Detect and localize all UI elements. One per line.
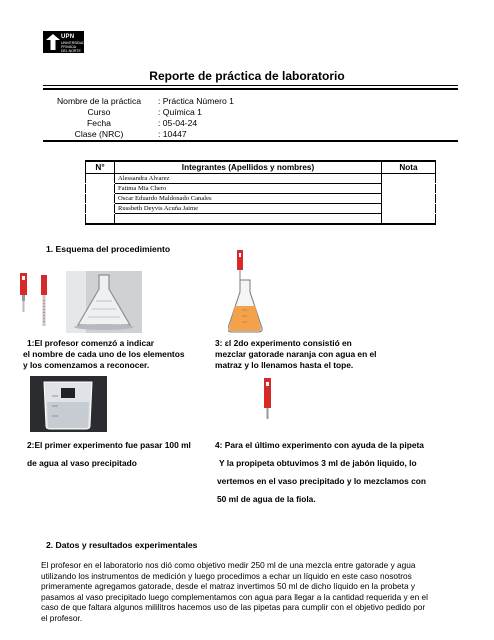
paragraph-line: primeramente agregamos gatorade, desde el matraz invertimos 50 ml de dicho líquido en la probeta y [41,581,416,591]
paragraph-line: el profesor. [41,612,83,623]
report-title: Reporte de práctica de laboratorio [149,69,345,83]
paragraph-line: El profesor en el laboratorio nos dió como objetivo medir 250 ml de una mezcla entre gatorade y agua [41,560,416,570]
caption-step-2 [27,440,191,469]
divider [43,85,458,86]
info-value: : Química 1 [158,107,202,117]
cell-member: Alessandra Alvarez [115,174,382,184]
paragraph-line: caso de que faltara algunos mililitros hacemos uso de las pipetas para cumplir con el objetivo pedido por [41,602,426,612]
cell-grade [382,194,436,204]
caption-line: 50 ml de agua de la fiola. [217,494,316,504]
glass-flask-photo [66,271,142,333]
caption-step-4 [215,440,426,505]
cell-member: Fatima Mia Chero [115,184,382,194]
table-row [86,214,436,225]
upn-logo [43,31,84,53]
divider [43,88,458,90]
cell-number [86,184,115,194]
table-row [86,204,436,214]
cell-member: Oscar Eduardo Maldonado Canales [115,194,382,204]
caption-line: mezclar gatorade naranja con agua en el [215,349,377,359]
caption-step-3 [215,338,377,371]
logo-brand: UPN [61,34,75,40]
pipette-icon [14,270,62,330]
cell-member: Russbeth Deyvis Acuña Jaime [115,204,382,214]
table-header-row [86,161,436,174]
members-table [85,160,436,225]
beaker-icon [30,376,107,432]
paragraph-line: pasamos al vaso precipitado luego complementamos con agua para llegar a la cantidad requerida y en el [41,591,428,602]
col-header-grade: Nota [382,161,436,174]
table-row [86,194,436,204]
logo-tagline: UNIVERSIDAD PRIVADA DEL NORTE [61,41,85,53]
table-row [86,174,436,184]
caption-line: 4: Para el último experimento con ayuda de la pipeta [215,440,424,450]
col-header-number: N° [86,161,115,174]
caption-line: Y la propipeta obtuvimos 3 ml de jabón liquido, lo [219,458,417,468]
paragraph-line: utilizando los instrumentos de medición y luego procedimos a echar un líquido en este caso nosotros [41,570,412,581]
cell-grade [382,214,436,225]
flask-icon [66,271,142,333]
info-label: Curso [87,107,111,117]
info-value: : 10447 [158,129,187,139]
caption-line: 2:El primer experimento fue pasar 100 ml [27,440,191,450]
propipette-icon [258,378,278,420]
caption-line: 3: ɛl 2do experimento consistió en [215,338,352,348]
info-label: Nombre de la práctica [56,96,142,106]
caption-line: matraz y lo llenamos hasta el tope. [215,360,354,370]
upn-arrow-icon [46,34,60,50]
cell-number [86,204,115,214]
caption-line: de agua al vaso precipitado [27,458,137,468]
info-label: Clase (NRC) [74,129,124,139]
beaker-photo [30,376,107,432]
cell-number [86,214,115,225]
erlenmeyer-flask-icon [228,248,268,340]
results-paragraph [41,560,461,623]
cell-member [115,214,382,225]
section-heading-procedure: 1. Esquema del procedimiento [46,244,171,254]
info-value: : Práctica Número 1 [158,96,234,106]
caption-line: el nombre de cada uno de los elementos [23,349,185,359]
col-header-members: Integrantes (Apellidos y nombres) [115,161,382,174]
caption-step-1 [23,338,185,371]
table-row [86,184,436,194]
caption-line: vertemos en el vaso precipitado y lo mezclamos con [217,476,426,486]
cell-grade [382,204,436,214]
info-value: : 05-04-24 [158,118,198,128]
divider [43,140,458,142]
cell-number [86,174,115,184]
caption-line: y los comenzamos a reconocer. [23,360,150,370]
caption-line: 1:El profesor comenzó a indicar [27,338,155,348]
cell-grade [382,184,436,194]
info-label: Fecha [87,118,111,128]
section-heading-results: 2. Datos y resultados experimentales [46,540,198,550]
cell-number [86,194,115,204]
cell-grade [382,174,436,184]
